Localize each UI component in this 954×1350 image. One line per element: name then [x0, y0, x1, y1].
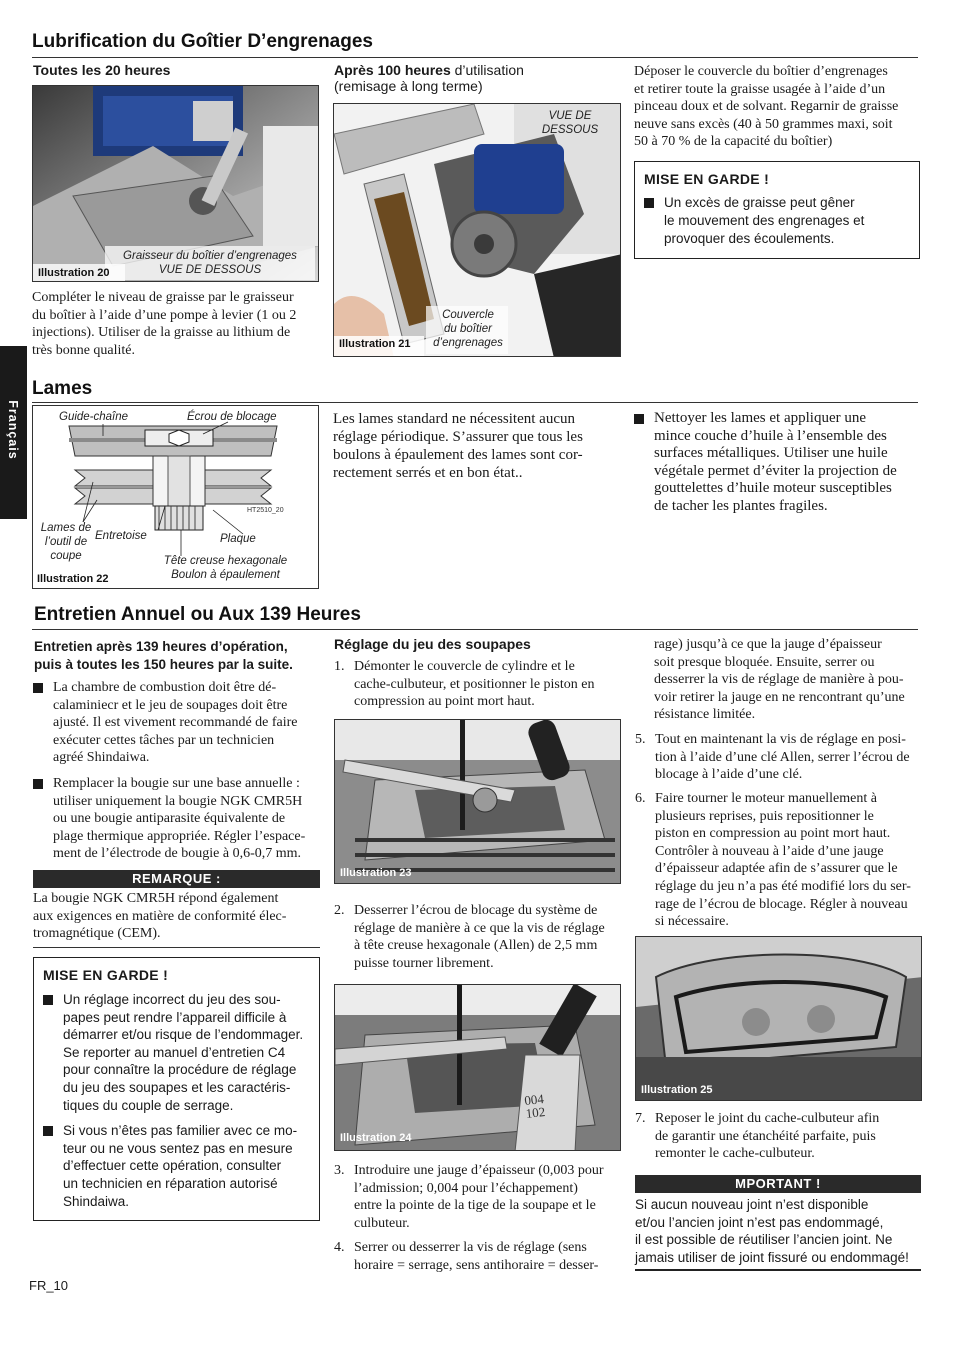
step-4 [334, 1239, 624, 1274]
step-number: 7. [635, 1111, 646, 1126]
lames-right-line: surfaces métalliques. Utiliser une huile [654, 445, 888, 462]
label-ecrou-blocage: Écrou de blocage [187, 411, 277, 423]
valve-adjust-image-2 [335, 985, 621, 1151]
warning-title: MISE EN GARDE ! [644, 171, 770, 187]
bullet-line: exécuter cettes tâches par un technicien [53, 732, 275, 748]
step-line: soit presque bloquée. Ensuite, serrer ou [654, 654, 875, 670]
step-3 [334, 1162, 624, 1232]
lames-mid-paragraph [333, 410, 623, 482]
step-2 [334, 902, 624, 972]
warning2-line: Un réglage incorrect du jeu des sou- [63, 992, 281, 1007]
warning2-line: tiques du couple de serrage. [63, 1097, 234, 1113]
warning2-line: démarrer et/ou risque de l’endommager. [63, 1027, 304, 1043]
step-number: 5. [635, 732, 646, 747]
step-7 [635, 1110, 925, 1163]
bullet-bougie [33, 775, 323, 863]
step-line: cache-culbuteur, et positionner le piston en [354, 676, 595, 692]
warning2-line: papes peut rendre l’appareil difficile à [63, 1009, 287, 1025]
step-line: compression au point mort haut. [354, 694, 535, 710]
warning2-line: d’effectuer cette opération, consulter [63, 1158, 282, 1174]
col2-subheading-bold: Après 100 heures [334, 62, 451, 78]
illustration-22-diagram [32, 405, 319, 589]
step-line: rage de l’écrou de blocage. Régler à nouveau [655, 896, 908, 912]
col1-entretien-subheading [34, 638, 293, 674]
lames-right-line: Nettoyer les lames et appliquer une [654, 410, 867, 426]
important-line: Si aucun nouveau joint n’est disponible [635, 1197, 869, 1212]
col1-paragraph [32, 289, 322, 359]
illus21-caption [426, 308, 510, 350]
valve-adjust-image-1 [335, 720, 621, 884]
lames-mid-line: boulons à épaulement des lames sont cor- [333, 447, 583, 463]
label-guide-chaine: Guide-chaîne [59, 411, 129, 423]
bullet-line: plage thermique appropriée. Régler l’espace- [53, 828, 306, 844]
step-line: plusieurs reprises, puis repositionner le [655, 808, 874, 824]
illus20-caption-line2: VUE DE DESSOUS [158, 264, 262, 276]
warning2-text [43, 991, 315, 1210]
step-line: résistance limitée. [654, 707, 756, 723]
bullet-square-icon [43, 995, 53, 1005]
important-line: il est possible de réutiliser l’ancien joint. Ne [635, 1232, 893, 1248]
lames-mid-line: réglage périodique. S’assurer que tous les [333, 429, 583, 445]
step-line: à tête creuse hexagonale (Allen) de 2,5 mm [354, 938, 598, 954]
warning2-title: MISE EN GARDE ! [43, 967, 169, 983]
section-rule [32, 402, 918, 403]
important-bar: MPORTANT ! [635, 1175, 921, 1193]
illus20-label: Illustration 20 [38, 267, 110, 279]
bullet-combustion [33, 679, 323, 767]
step-line: culbuteur. [354, 1215, 410, 1231]
illus21-top-caption [530, 109, 610, 137]
gauge-line: 102 [524, 1103, 546, 1121]
section-title-entretien: Entretien Annuel ou Aux 139 Heures [34, 604, 361, 625]
lames-mid-line: Les lames standard ne nécessitent aucun [333, 411, 575, 427]
step-line: entre la pointe de la tige de la soupape et le [354, 1198, 596, 1214]
step-4-continued [654, 636, 934, 724]
step-6 [635, 790, 927, 931]
step-number: 6. [635, 791, 646, 806]
important-paragraph [635, 1196, 925, 1266]
page-number: FR_10 [29, 1278, 69, 1293]
illus21-label: Illustration 21 [339, 338, 411, 350]
gauge-line: 004 [523, 1091, 545, 1109]
col3-line: et retirer toute la graisse usagée à l’aide d’un [634, 81, 886, 97]
label-lames-line: l’outil de [44, 536, 88, 548]
section-title-lames: Lames [32, 378, 93, 399]
step-line: piston en compression au point mort haut. [655, 826, 891, 842]
lames-mid-line: rectement serrés et en bon état.. [333, 465, 523, 481]
step-line: l’admission; 0,004 pour l’échappement) [354, 1180, 578, 1196]
bullet-line: Remplacer la bougie sur une base annuelle : [53, 775, 300, 791]
bullet-square-icon [634, 414, 644, 424]
illus23-label: Illustration 23 [340, 867, 412, 879]
step-line: Démonter le couvercle de cylindre et le [354, 659, 575, 674]
step-number: 2. [334, 903, 345, 918]
remarque-rule [33, 947, 320, 948]
step-line: Faire tourner le moteur manuellement à [655, 791, 877, 806]
step-line: voir retirer la jauge en ne rencontrant qu’une [654, 689, 905, 705]
lames-right-line: gouttelettes d’huile moteur susceptibles [654, 480, 892, 497]
step-1 [334, 658, 624, 711]
warning-box-soupapes [33, 957, 320, 1221]
step-line: Contrôler à nouveau à l’aide d’une jauge [655, 843, 884, 859]
label-tete-creuse [143, 554, 308, 582]
illus20-caption-line1: Graisseur du boîtier d’engrenages [123, 250, 297, 262]
illus20-caption [105, 249, 315, 277]
step-line: réglage du jeu n’a pas été modifié lors du ser- [655, 878, 911, 894]
bullet-line: ajusté. Il est vivement recommandé de faire [53, 715, 298, 731]
step-line: blocage à l’aide d’une clé. [655, 767, 803, 783]
bullet-line: calaminiecr et le jeu de soupages doit être [53, 697, 288, 713]
step-line: horaire = serrage, sens antihoraire = desser- [354, 1257, 599, 1273]
warning2-line: teur ou ne vous sentez pas en mesure [63, 1140, 293, 1156]
label-boulon-line: Boulon à épaulement [171, 569, 280, 581]
step-line: remonter le cache-culbuteur. [655, 1146, 815, 1162]
step-line: tion à l’aide d’une clé Allen, serrer l’écrou de [655, 749, 910, 765]
label-lames-line: Lames de [40, 522, 92, 534]
label-entretoise: Entretoise [95, 530, 147, 542]
col2-subheading-line2: (remisage à long terme) [334, 78, 483, 94]
col3-line: neuve sans excès (40 à 50 grammes maxi, soit [634, 116, 893, 132]
col1-bullets [33, 679, 323, 863]
warning2-bullet1 [43, 991, 315, 1114]
step-number: 1. [334, 659, 345, 674]
illustration-25-photo [635, 936, 922, 1101]
section-title-lubrification: Lubrification du Goîtier D’engrenages [32, 31, 373, 52]
bullet-square-icon [644, 198, 654, 208]
lames-right-line: végétale permet d’éviter la projection de [654, 462, 897, 479]
important-line: et/ou l’ancien joint n’est pas endommagé, [635, 1214, 884, 1230]
bullet-line: ment de l’électrode de bougie à 0,6-0,7 mm. [53, 846, 302, 862]
language-tab-label: Français [6, 400, 20, 460]
warning-box-grease [634, 161, 920, 259]
bullet-square-icon [33, 683, 43, 693]
step-number: 4. [334, 1240, 345, 1255]
important-line: jamais utiliser de joint fissuré ou endommagé! [635, 1249, 909, 1265]
illustration-21-photo [333, 103, 621, 357]
col1-line: du boîtier à l’aide d’une pompe à levier (1 ou 2 [32, 307, 297, 323]
illus21-caption-line3: d’engrenages [433, 337, 503, 349]
step-line: si nécessaire. [655, 914, 729, 930]
illustration-20-photo [32, 85, 319, 282]
lames-right-line: mince couche d’huile à l’ensemble des [654, 427, 887, 444]
step-line: réglage de manière à ce que la vis de réglage [354, 920, 605, 936]
diagram-code: HT2510_20 [247, 507, 284, 514]
label-lames-line: coupe [50, 550, 82, 562]
bullet-square-icon [33, 779, 43, 789]
col1-sub-line: Entretien après 139 heures d’opération, [34, 639, 288, 654]
step-line: Tout en maintenant la vis de réglage en posi- [655, 732, 906, 747]
bullet-line: ou une bougie antiparasite équivalente de [53, 811, 286, 827]
bullet-line: La chambre de combustion doit être dé- [53, 680, 277, 695]
lames-right-paragraph [634, 410, 924, 516]
remarque-paragraph [33, 890, 323, 943]
col1-subheading: Toutes les 20 heures [33, 62, 171, 78]
step-line: rage) jusqu’à ce que la jauge d’épaisseur [654, 637, 882, 652]
col1-sub-line: puis à toutes les 150 heures par la suite. [34, 657, 293, 672]
label-tete-line: Tête creuse hexagonale [163, 555, 288, 567]
remarque-line: La bougie NGK CMR5H répond également [33, 891, 279, 906]
warning2-line: Shindaiwa. [63, 1193, 130, 1209]
col2-subheading-rest: d’utilisation [450, 62, 524, 78]
step-line: Reposer le joint du cache-culbuteur afin [655, 1111, 880, 1126]
step-line: Introduire une jauge d’épaisseur (0,003 pour [354, 1163, 604, 1178]
section-rule [32, 629, 918, 630]
step-line: Desserrer l’écrou de blocage du système de [354, 903, 598, 918]
warning-text [644, 194, 914, 247]
warning2-line: du jeu des soupapes et les caractéris- [63, 1079, 291, 1095]
warning2-bullet2 [43, 1122, 315, 1210]
col3-paragraph [634, 63, 924, 151]
col3-line: Déposer le couvercle du boîtier d’engrenages [634, 64, 888, 79]
col3-line: pinceau doux et de solvant. Regarnir de graisse [634, 99, 899, 115]
feeler-gauge-marking [524, 1092, 546, 1120]
illus21-top-line2: DESSOUS [541, 124, 599, 136]
step-number: 3. [334, 1163, 345, 1178]
remarque-line: tromagnétique (CEM). [33, 926, 161, 942]
step-line: puisse tourner librement. [354, 955, 494, 971]
warning2-line: pour connaître la procédure de réglage [63, 1062, 297, 1078]
bullet-line: agréé Shindaiwa. [53, 750, 150, 766]
warning2-line: Se reporter au manuel d’entretien C4 [63, 1044, 286, 1060]
step-line: Serrer ou desserrer la vis de réglage (sens [354, 1240, 587, 1255]
lames-right-line: de tacher les plantes fragiles. [654, 497, 828, 514]
step-line: d’épaisseur adaptée afin de s’assurer que le [655, 861, 898, 877]
illus24-label: Illustration 24 [340, 1132, 412, 1144]
warning-line: Un excès de graisse peut gêner [664, 195, 855, 210]
col1-line: injections). Utiliser de la graisse au lithium de [32, 325, 291, 341]
col3-line: 50 à 70 % de la capacité du boîtier) [634, 134, 833, 150]
illustration-23-photo [334, 719, 621, 884]
illus25-label: Illustration 25 [641, 1084, 713, 1096]
illus21-caption-line1: Couvercle [442, 309, 494, 321]
label-lames [35, 521, 97, 563]
warning-line: provoquer des écoulements. [664, 230, 835, 246]
warning2-line: Si vous n’êtes pas familier avec ce mo- [63, 1123, 298, 1139]
illus22-label: Illustration 22 [37, 573, 109, 585]
bullet-line: utiliser uniquement la bougie NGK CMR5H [53, 793, 303, 809]
label-plaque: Plaque [220, 533, 256, 545]
remarque-line: aux exigences en matière de conformité élec- [33, 908, 287, 924]
section-rule [32, 57, 918, 58]
rocker-cover-gasket-image [636, 937, 922, 1101]
illustration-24-photo [334, 984, 621, 1151]
col2-soupapes-subheading: Réglage du jeu des soupapes [334, 636, 531, 652]
col1-line: très bonne qualité. [32, 342, 136, 358]
col2-subheading [334, 62, 524, 94]
important-rule [635, 1269, 921, 1271]
illus21-caption-line2: du boîtier [444, 323, 492, 335]
bullet-square-icon [43, 1126, 53, 1136]
warning-line: le mouvement des engrenages et [664, 212, 865, 228]
col1-line: Compléter le niveau de graisse par le graisseur [32, 290, 294, 305]
step-line: desserrer la vis de réglage de manière à pou- [654, 672, 904, 688]
step-5 [635, 731, 925, 784]
step-line: de garantir une étanchéité parfaite, puis [655, 1128, 876, 1144]
remarque-bar: REMARQUE : [33, 870, 320, 888]
warning2-line: un technicien en réparation autorisé [63, 1175, 278, 1191]
language-tab [0, 346, 27, 519]
illus21-top-line1: VUE DE [548, 110, 592, 122]
